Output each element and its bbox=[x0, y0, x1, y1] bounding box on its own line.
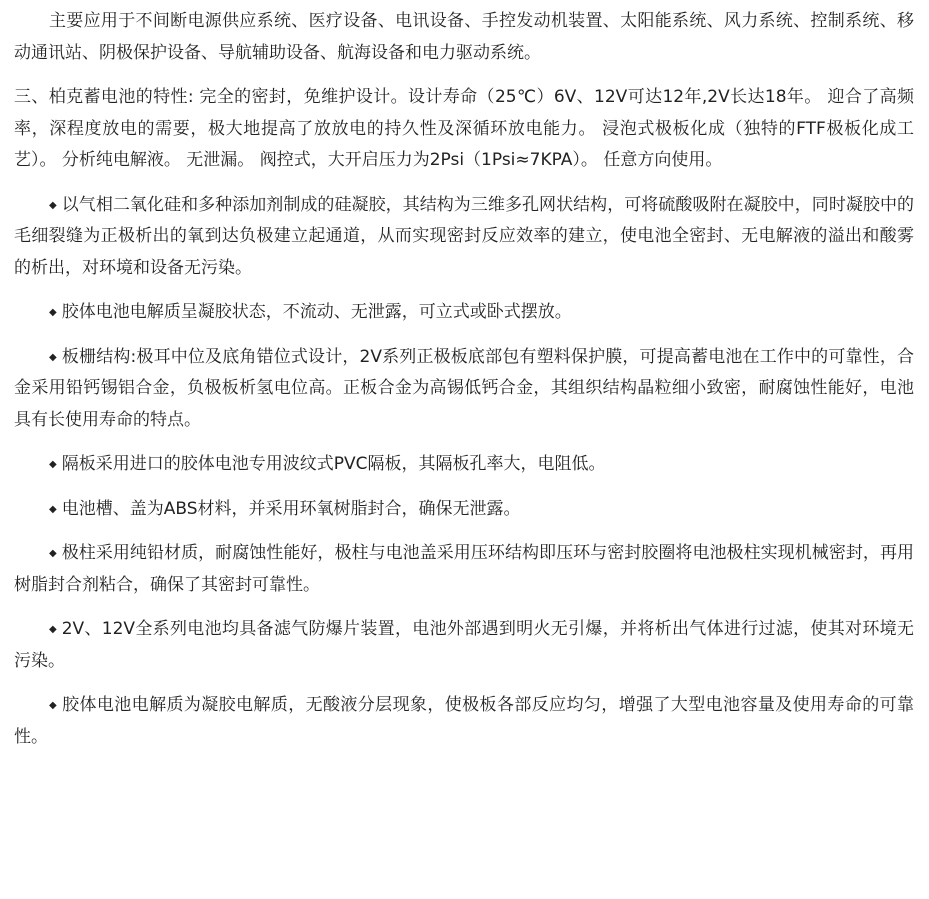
bullet-text: 电池槽、盖为ABS材料，并采用环氧树脂封合，确保无泄露。 bbox=[61, 498, 521, 519]
diamond-bullet-icon: ◆ bbox=[49, 503, 57, 515]
bullet-text: 胶体电池电解质呈凝胶状态，不流动、无泄露，可立式或卧式摆放。 bbox=[61, 302, 572, 322]
diamond-bullet-icon: ◆ bbox=[49, 700, 57, 711]
bullet-paragraph bbox=[14, 297, 914, 329]
bullet-text: 以气相二氧化硅和多种添加剂制成的硅凝胶，其结构为三维多孔网状结构，可将硫酸吸附在凝胶中，同时凝胶中的毛细裂缝为正极析出的氧到达负极建立起通道，从而实现密封反应效率的建立，使电池全密封、无电解液的溢出和酸雾的析出，对环境和设备无污染。 bbox=[14, 194, 914, 278]
bullet-text: 2V、12V全系列电池均具备滤气防爆片装置，电池外部遇到明火无引爆，并将析出气体进行过滤，使其对环境无污染。 bbox=[14, 619, 914, 671]
bullet-paragraph bbox=[14, 190, 914, 285]
document-body bbox=[14, 6, 914, 766]
bullet-paragraph bbox=[14, 449, 914, 481]
bullet-text: 隔板采用进口的胶体电池专用波纹式PVC隔板，其隔板孔率大，电阻低。 bbox=[61, 454, 606, 474]
diamond-bullet-icon: ◆ bbox=[49, 624, 57, 635]
bullet-paragraph bbox=[14, 494, 914, 526]
diamond-bullet-icon: ◆ bbox=[49, 199, 57, 211]
diamond-bullet-icon: ◆ bbox=[49, 459, 57, 470]
bullet-text: 胶体电池电解质为凝胶电解质，无酸液分层现象，使极板各部反应均匀，增强了大型电池容量及使用寿命的可靠性。 bbox=[14, 695, 914, 747]
intro-paragraph: 主要应用于不间断电源供应系统、医疗设备、电讯设备、手控发动机装置、太阳能系统、风力系统、控制系统、移动通讯站、阴极保护设备、导航辅助设备、航海设备和电力驱动系统。 bbox=[14, 11, 914, 63]
bullet-paragraph bbox=[14, 614, 914, 677]
section-3-paragraph: 三、柏克蓄电池的特性: 完全的密封，免维护设计。设计寿命（25℃）6V、12V可达12年,2V长达18年。 迎合了高频率，深程度放电的需要，极大地提高了放放电的持久性及深循环放电能力。 浸泡式极板化成（独特的FTF极板化成工艺）。 分析纯电解液。 无泄漏。 阀控式，大开启压力为2Psi（1Psi≈7KPA）。 任意方向使用。 bbox=[14, 87, 914, 170]
diamond-bullet-icon: ◆ bbox=[49, 307, 57, 318]
diamond-bullet-icon: ◆ bbox=[49, 351, 57, 363]
bullet-text: 极柱采用纯铅材质，耐腐蚀性能好，极柱与电池盖采用压环结构即压环与密封胶圈将电池极柱实现机械密封，再用树脂封合剂粘合，确保了其密封可靠性。 bbox=[14, 543, 914, 595]
diamond-bullet-icon: ◆ bbox=[49, 548, 57, 559]
bullet-paragraph bbox=[14, 342, 914, 437]
bullet-paragraph bbox=[14, 538, 914, 601]
bullet-text: 板栅结构:极耳中位及底角错位式设计，2V系列正极板底部包有塑料保护膜，可提高蓄电池在工作中的可靠性，合金采用铅钙锡铝合金，负极板析氢电位高。正板合金为高锡低钙合金，其组织结构晶粒细小致密，耐腐蚀性能好，电池具有长使用寿命的特点。 bbox=[14, 346, 914, 430]
bullet-paragraph bbox=[14, 690, 914, 753]
